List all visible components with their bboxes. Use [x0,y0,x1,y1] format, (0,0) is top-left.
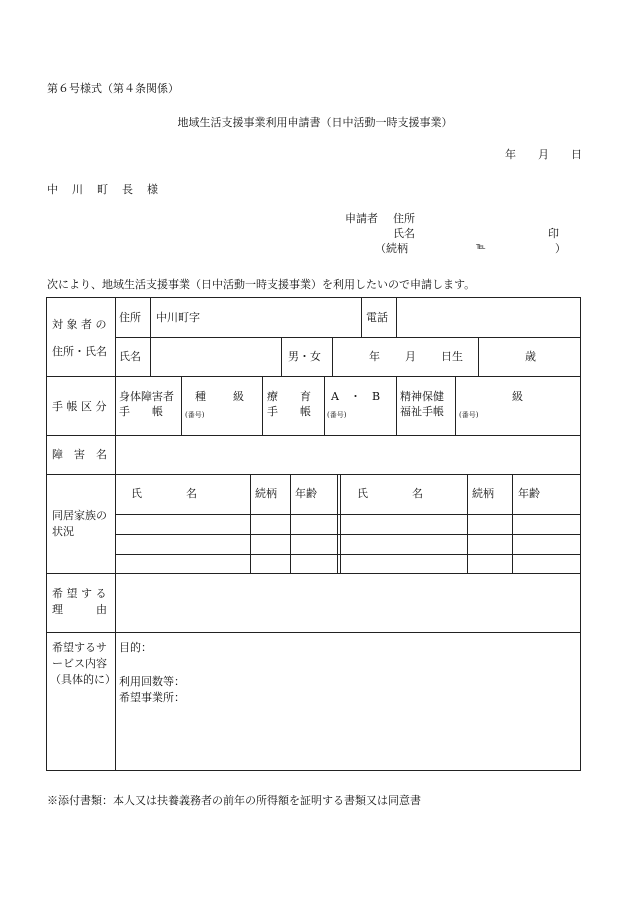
number-physical: (番号) [185,411,205,419]
birth-year: 年 [369,350,380,363]
birth-month: 月 [405,350,416,363]
name-label: 氏名 [119,350,141,363]
number-ryoiku: (番号) [327,411,347,419]
number-mental: (番号) [459,411,479,419]
form-title: 地域生活支援事業利用申請書（日中活動一時支援事業） [177,116,453,129]
ryoiku-handbook-2: 手 帳 [267,405,311,418]
grade-label: 級 [233,390,244,403]
address-label: 住所 [119,311,141,324]
subject-label-1: 対 象 者 の [52,318,107,331]
date-day: 日 [571,148,582,161]
family-age-header-1: 年齢 [295,487,317,500]
physical-handbook-2: 手 帳 [119,405,163,418]
family-name-header-2: 氏 名 [357,487,423,500]
applicant-label: 申請者 [345,212,378,225]
attachment-note: ※添付書類：本人又は扶養義務者の前年の所得額を証明する書類又は同意書 [47,794,421,807]
date-month: 月 [538,148,549,161]
applicant-name-label: 氏名 [393,227,415,240]
subject-label-2: 住所・氏名 [52,345,107,358]
reason-label-2: 理 由 [52,603,107,616]
purpose-field: 目的： [119,641,152,654]
seal-mark: 印 [548,227,559,240]
sex-field: 男・女 [288,350,321,363]
form-number: 第６号様式（第４条関係） [47,82,179,95]
address-value: 中川町字 [156,311,200,324]
mental-handbook-2: 福祉手帳 [400,405,444,418]
handbook-label: 手 帳 区 分 [52,400,107,413]
relation-open: （続柄 [375,242,408,255]
age-label: 歳 [525,350,536,363]
date-year: 年 [505,148,516,161]
ab-grade: A ・ B [331,390,381,403]
tel-icon: ℡ [476,242,486,252]
grade-type: 種 [195,390,206,403]
frequency-field: 利用回数等： [119,675,185,688]
family-age-header-2: 年齢 [518,487,540,500]
physical-handbook-1: 身体障害者 [119,390,174,403]
family-label-1: 同居家族の [52,509,107,522]
family-relation-header-2: 続柄 [472,487,494,500]
mental-grade: 級 [512,390,523,403]
intro-text: 次により、地域生活支援事業（日中活動一時支援事業）を利用したいので申請します。 [47,278,476,291]
reason-label-1: 希 望 す る [52,587,107,600]
service-label-1: 希望するサ [52,641,107,654]
family-name-header-1: 氏 名 [131,487,197,500]
service-label-2: ービス内容 [52,657,107,670]
facility-field: 希望事業所： [119,691,185,704]
birth-day: 日生 [441,350,463,363]
phone-label: 電話 [366,311,388,324]
ryoiku-handbook-1: 療 育 [267,390,311,403]
family-relation-header-1: 続柄 [255,487,277,500]
addressee: 中川町長様 [47,183,172,196]
mental-handbook-1: 精神保健 [400,390,444,403]
applicant-address-label: 住所 [393,212,415,225]
service-label-3: （具体的に） [50,673,116,686]
family-label-2: 状況 [52,525,74,538]
disability-label: 障 害 名 [52,448,107,461]
relation-close: ） [555,242,566,255]
